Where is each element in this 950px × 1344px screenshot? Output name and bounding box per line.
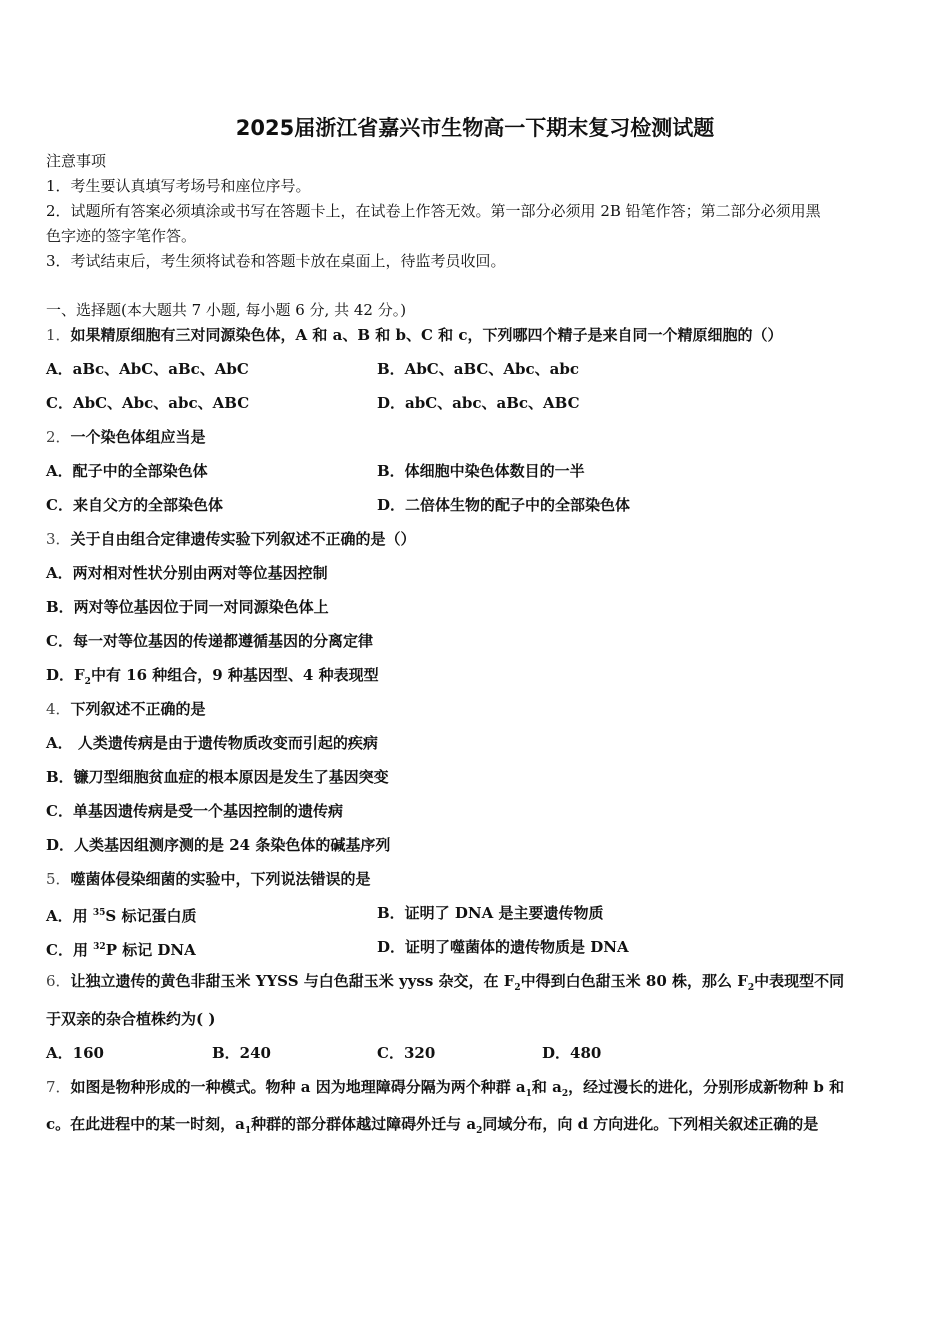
superscript: 32 xyxy=(93,942,106,952)
subscript: 2 xyxy=(561,1089,569,1099)
subscript: 1 xyxy=(525,1089,532,1099)
question-6-cont: 于双亲的杂合植株约为( ) xyxy=(46,1010,216,1028)
option-text: C．用 xyxy=(46,941,94,959)
option-text: 中有 16 种组合，9 种基因型、4 种表现型 xyxy=(90,666,379,684)
q1-option-c: C．AbC、Abc、abc、ABC xyxy=(46,394,250,412)
q3-option-a: A．两对相对性状分别由两对等位基因控制 xyxy=(46,564,328,582)
question-7-cont xyxy=(46,1114,818,1141)
section-heading: 一、选择题(本大题共 7 小题, 每小题 6 分, 共 42 分。) xyxy=(46,301,407,319)
stem-text: 同域分布，向 d 方向进化。下列相关叙述正确的是 xyxy=(482,1115,819,1133)
question-number: 6． xyxy=(46,972,71,990)
q6-option-d: D．480 xyxy=(542,1044,602,1062)
q4-option-a: A． 人类遗传病是由于遗传物质改变而引起的疾病 xyxy=(46,734,378,752)
question-number: 5． xyxy=(46,870,71,888)
q3-option-c: C．每一对等位基因的传递都遵循基因的分离定律 xyxy=(46,632,373,650)
question-stem: 一个染色体组应当是 xyxy=(70,428,206,446)
q4-option-d: D．人类基因组测序测的是 24 条染色体的碱基序列 xyxy=(46,836,391,854)
question-stem: 下列叙述不正确的是 xyxy=(70,700,206,718)
stem-text: 如图是物种形成的一种模式。物种 a 因为地理障碍分隔为两个种群 a xyxy=(70,1078,526,1096)
q6-option-b: B．240 xyxy=(212,1044,271,1062)
q3-option-d xyxy=(46,665,379,692)
stem-text: 种群的部分群体越过障碍外迁与 a xyxy=(251,1115,477,1133)
subscript: 2 xyxy=(84,677,91,687)
question-number: 7． xyxy=(46,1078,71,1096)
q6-option-c: C．320 xyxy=(377,1044,436,1062)
subscript: 2 xyxy=(747,983,755,993)
stem-text: 让独立遗传的黄色非甜玉米 YYSS 与白色甜玉米 yyss 杂交，在 F xyxy=(70,972,515,990)
subscript: 2 xyxy=(476,1126,483,1136)
option-text: D．F xyxy=(46,666,85,684)
subscript: 2 xyxy=(514,983,521,993)
question-7 xyxy=(46,1077,844,1104)
stem-text: ，经过漫长的进化，分别形成新物种 b 和 xyxy=(568,1078,845,1096)
stem-text: 中得到白色甜玉米 80 株，那么 F xyxy=(520,972,748,990)
q1-option-b: B．AbC、aBC、Abc、abc xyxy=(377,360,579,378)
q4-option-c: C．单基因遗传病是受一个基因控制的遗传病 xyxy=(46,802,343,820)
q5-option-d: D．证明了噬菌体的遗传物质是 DNA xyxy=(377,938,629,956)
stem-text: 和 a xyxy=(531,1078,562,1096)
question-number: 3． xyxy=(46,530,71,548)
q5-option-c xyxy=(46,937,196,960)
question-stem: 如果精原细胞有三对同源染色体，A 和 a、B 和 b、C 和 c，下列哪四个精子是来自同一个精原细胞的（） xyxy=(70,326,783,344)
page-title: 2025届浙江省嘉兴市生物高一下期末复习检测试题 xyxy=(235,116,715,140)
option-text: P 标记 DNA xyxy=(105,941,196,959)
notice-heading: 注意事项 xyxy=(46,152,107,170)
stem-text: 中表现型不同 xyxy=(754,972,845,990)
superscript: 35 xyxy=(92,908,106,918)
q4-option-b: B．镰刀型细胞贫血症的根本原因是发生了基因突变 xyxy=(46,768,389,786)
question-4 xyxy=(46,699,206,719)
q1-option-a: A．aBc、AbC、aBc、AbC xyxy=(46,360,249,378)
option-text: A．用 xyxy=(46,907,93,925)
q3-option-b: B．两对等位基因位于同一对同源染色体上 xyxy=(46,598,329,616)
question-3 xyxy=(46,529,416,549)
q1-option-d: D．abC、abc、aBc、ABC xyxy=(377,394,580,412)
q2-option-a: A．配子中的全部染色体 xyxy=(46,462,208,480)
subscript: 1 xyxy=(244,1126,252,1136)
q2-option-c: C．来自父方的全部染色体 xyxy=(46,496,223,514)
question-2 xyxy=(46,427,206,447)
notice-item-2: 2．试题所有答案必须填涂或书写在答题卡上，在试卷上作答无效。第一部分必须用 2B 铅笔作答；第二部分必须用黑 xyxy=(46,202,821,220)
question-number: 2． xyxy=(46,428,71,446)
question-6 xyxy=(46,971,844,998)
question-stem: 关于自由组合定律遗传实验下列叙述不正确的是（） xyxy=(70,530,416,548)
stem-text: c。在此进程中的某一时刻，a xyxy=(46,1115,245,1133)
notice-item-3: 3．考试结束后，考生须将试卷和答题卡放在桌面上，待监考员收回。 xyxy=(46,252,506,270)
question-number: 1． xyxy=(46,326,71,344)
q2-option-b: B．体细胞中染色体数目的一半 xyxy=(377,462,585,480)
question-stem: 噬菌体侵染细菌的实验中，下列说法错误的是 xyxy=(70,870,371,888)
q2-option-d: D．二倍体生物的配子中的全部染色体 xyxy=(377,496,631,514)
option-text: S 标记蛋白质 xyxy=(105,907,197,925)
question-1 xyxy=(46,325,782,345)
question-number: 4． xyxy=(46,700,71,718)
question-stem xyxy=(70,972,845,993)
q6-option-a: A．160 xyxy=(46,1044,104,1062)
notice-item-1: 1．考生要认真填写考场号和座位序号。 xyxy=(46,177,311,195)
notice-item-2-cont: 色字迹的签字笔作答。 xyxy=(46,227,197,245)
q5-option-a xyxy=(46,903,196,926)
q5-option-b: B．证明了 DNA 是主要遗传物质 xyxy=(377,904,604,922)
question-5 xyxy=(46,869,371,889)
question-stem xyxy=(70,1078,845,1099)
